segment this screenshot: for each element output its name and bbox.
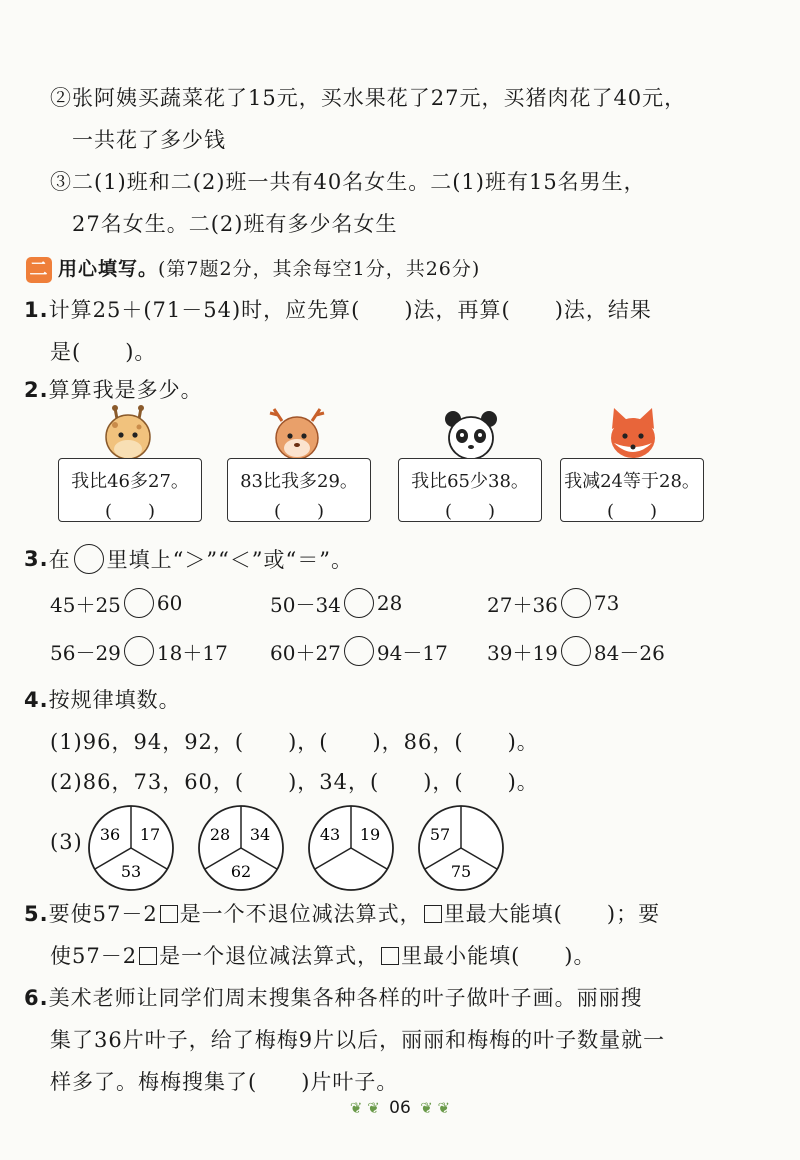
wheel-value: 43 [319, 825, 341, 844]
wheel-value: 17 [139, 825, 161, 844]
number-wheel [306, 803, 396, 893]
sprout-icon: ❦ ❦ [420, 1099, 451, 1117]
item3-line1: ③二(1)班和二(2)班一共有40名女生。二(1)班有15名男生， [50, 170, 646, 194]
number-wheel [196, 803, 286, 893]
q4-text: 按规律填数。 [48, 688, 181, 712]
compare-circle[interactable] [124, 636, 154, 666]
animal-box-giraffe [58, 458, 202, 522]
compare-item [487, 588, 619, 618]
compare-right: 28 [376, 591, 403, 615]
q6-line2: 集了36片叶子，给了梅梅9片以后，丽丽和梅梅的叶子数量就一 [50, 1028, 666, 1052]
compare-left: 56－29 [50, 640, 121, 665]
answer-blank[interactable]: ( ) [606, 501, 658, 522]
compare-item [270, 636, 448, 666]
q4-row1: (1)96，94，92，( )，( )，86，( )。 [50, 730, 539, 754]
q5-text: 要使57－2 [48, 902, 158, 926]
q5-text: 使57－2 [50, 944, 138, 968]
wheel-value: 36 [99, 825, 121, 844]
q5-line2 [50, 940, 595, 970]
digit-box[interactable] [139, 947, 157, 965]
sprout-icon: ❦ ❦ [349, 1099, 380, 1117]
q3-number: 3. [24, 547, 49, 571]
wheel-value: 62 [230, 862, 252, 881]
compare-circle[interactable] [561, 588, 591, 618]
compare-right: 18＋17 [156, 640, 228, 665]
q5-text: 里最大能填( )；要 [443, 902, 661, 926]
compare-left: 60＋27 [270, 640, 341, 665]
compare-right: 94－17 [376, 640, 448, 665]
section-note: (第7题2分，其余每空1分，共26分) [158, 258, 481, 280]
wheel-value: 57 [429, 825, 451, 844]
answer-blank[interactable]: ( ) [104, 501, 156, 522]
section-header [26, 254, 480, 283]
q4-number: 4. [24, 688, 49, 712]
q6-text: 美术老师让同学们周末搜集各种各样的叶子做叶子画。丽丽搜 [48, 986, 643, 1010]
q4-row2: (2)86，73，60，( )，34，( )，( )。 [50, 770, 539, 794]
deer-icon [262, 405, 332, 463]
animal-box-panda [398, 458, 542, 522]
compare-left: 45＋25 [50, 592, 121, 617]
compare-circle[interactable] [561, 636, 591, 666]
page-number: 06 [389, 1098, 411, 1118]
animal-box-text: 我比46多27。 [71, 471, 189, 492]
q5-number: 5. [24, 902, 49, 926]
giraffe-icon [93, 405, 163, 463]
compare-circle[interactable] [344, 588, 374, 618]
animal-box-text: 83比我多29。 [240, 471, 358, 492]
animal-box-text: 我比65少38。 [411, 471, 529, 492]
q3-post: 里填上“＞”“＜”或“＝”。 [106, 548, 354, 572]
animal-box-deer [227, 458, 371, 522]
q5-text: 是一个不退位减法算式， [179, 902, 422, 926]
page-footer [0, 1098, 800, 1118]
q6-number: 6. [24, 986, 49, 1010]
q6-line3: 样多了。梅梅搜集了( )片叶子。 [50, 1070, 399, 1094]
q2-number: 2. [24, 378, 49, 402]
q2-text: 算算我是多少。 [48, 378, 203, 402]
animal-box-fox [560, 458, 704, 522]
compare-left: 39＋19 [487, 640, 558, 665]
answer-blank[interactable]: ( ) [444, 501, 496, 522]
q5-line1 [24, 898, 660, 928]
digit-box[interactable] [160, 905, 178, 923]
compare-item [270, 588, 402, 618]
wheel-value: 28 [209, 825, 231, 844]
q1-line2: 是( )。 [50, 340, 157, 364]
wheel-value: 75 [450, 862, 472, 881]
compare-item [50, 636, 228, 666]
section-badge: 二 [26, 257, 52, 283]
animal-box-text: 我减24等于28。 [564, 471, 700, 492]
compare-circle[interactable] [124, 588, 154, 618]
number-wheel [86, 803, 176, 893]
q6-line1 [24, 982, 643, 1012]
compare-right: 73 [593, 591, 620, 615]
number-wheel [416, 803, 506, 893]
q3-pre: 在 [48, 548, 71, 572]
q5-text: 里最小能填( )。 [401, 944, 596, 968]
wheel-value: 19 [359, 825, 381, 844]
compare-left: 27＋36 [487, 592, 558, 617]
compare-left: 50－34 [270, 592, 341, 617]
compare-right: 60 [156, 591, 183, 615]
panda-icon [436, 405, 506, 463]
section-title: 用心填写。 [58, 258, 159, 280]
q1-line1 [24, 294, 652, 324]
wheel-value: 53 [120, 862, 142, 881]
q4-title [24, 684, 181, 714]
q1-text: 计算25＋(71－54)时，应先算( )法，再算( )法，结果 [48, 298, 652, 322]
q5-text: 是一个退位减法算式， [159, 944, 380, 968]
compare-circle-icon [74, 544, 104, 574]
q1-number: 1. [24, 298, 49, 322]
digit-box-icon [381, 947, 399, 965]
q4-row3-label: (3) [50, 830, 83, 854]
q2-title [24, 374, 203, 404]
item3-line2: 27名女生。二(2)班有多少名女生 [72, 212, 398, 236]
compare-right: 84－26 [593, 640, 665, 665]
item2-line1: ②张阿姨买蔬菜花了15元，买水果花了27元，买猪肉花了40元， [50, 86, 687, 110]
compare-item [487, 636, 665, 666]
compare-item [50, 588, 182, 618]
compare-circle[interactable] [344, 636, 374, 666]
answer-blank[interactable]: ( ) [273, 501, 325, 522]
wheel-value: 34 [249, 825, 271, 844]
fox-icon [598, 405, 668, 463]
digit-box-icon [424, 905, 442, 923]
item2-line2: 一共花了多少钱 [72, 128, 226, 152]
q3-title [24, 544, 353, 574]
